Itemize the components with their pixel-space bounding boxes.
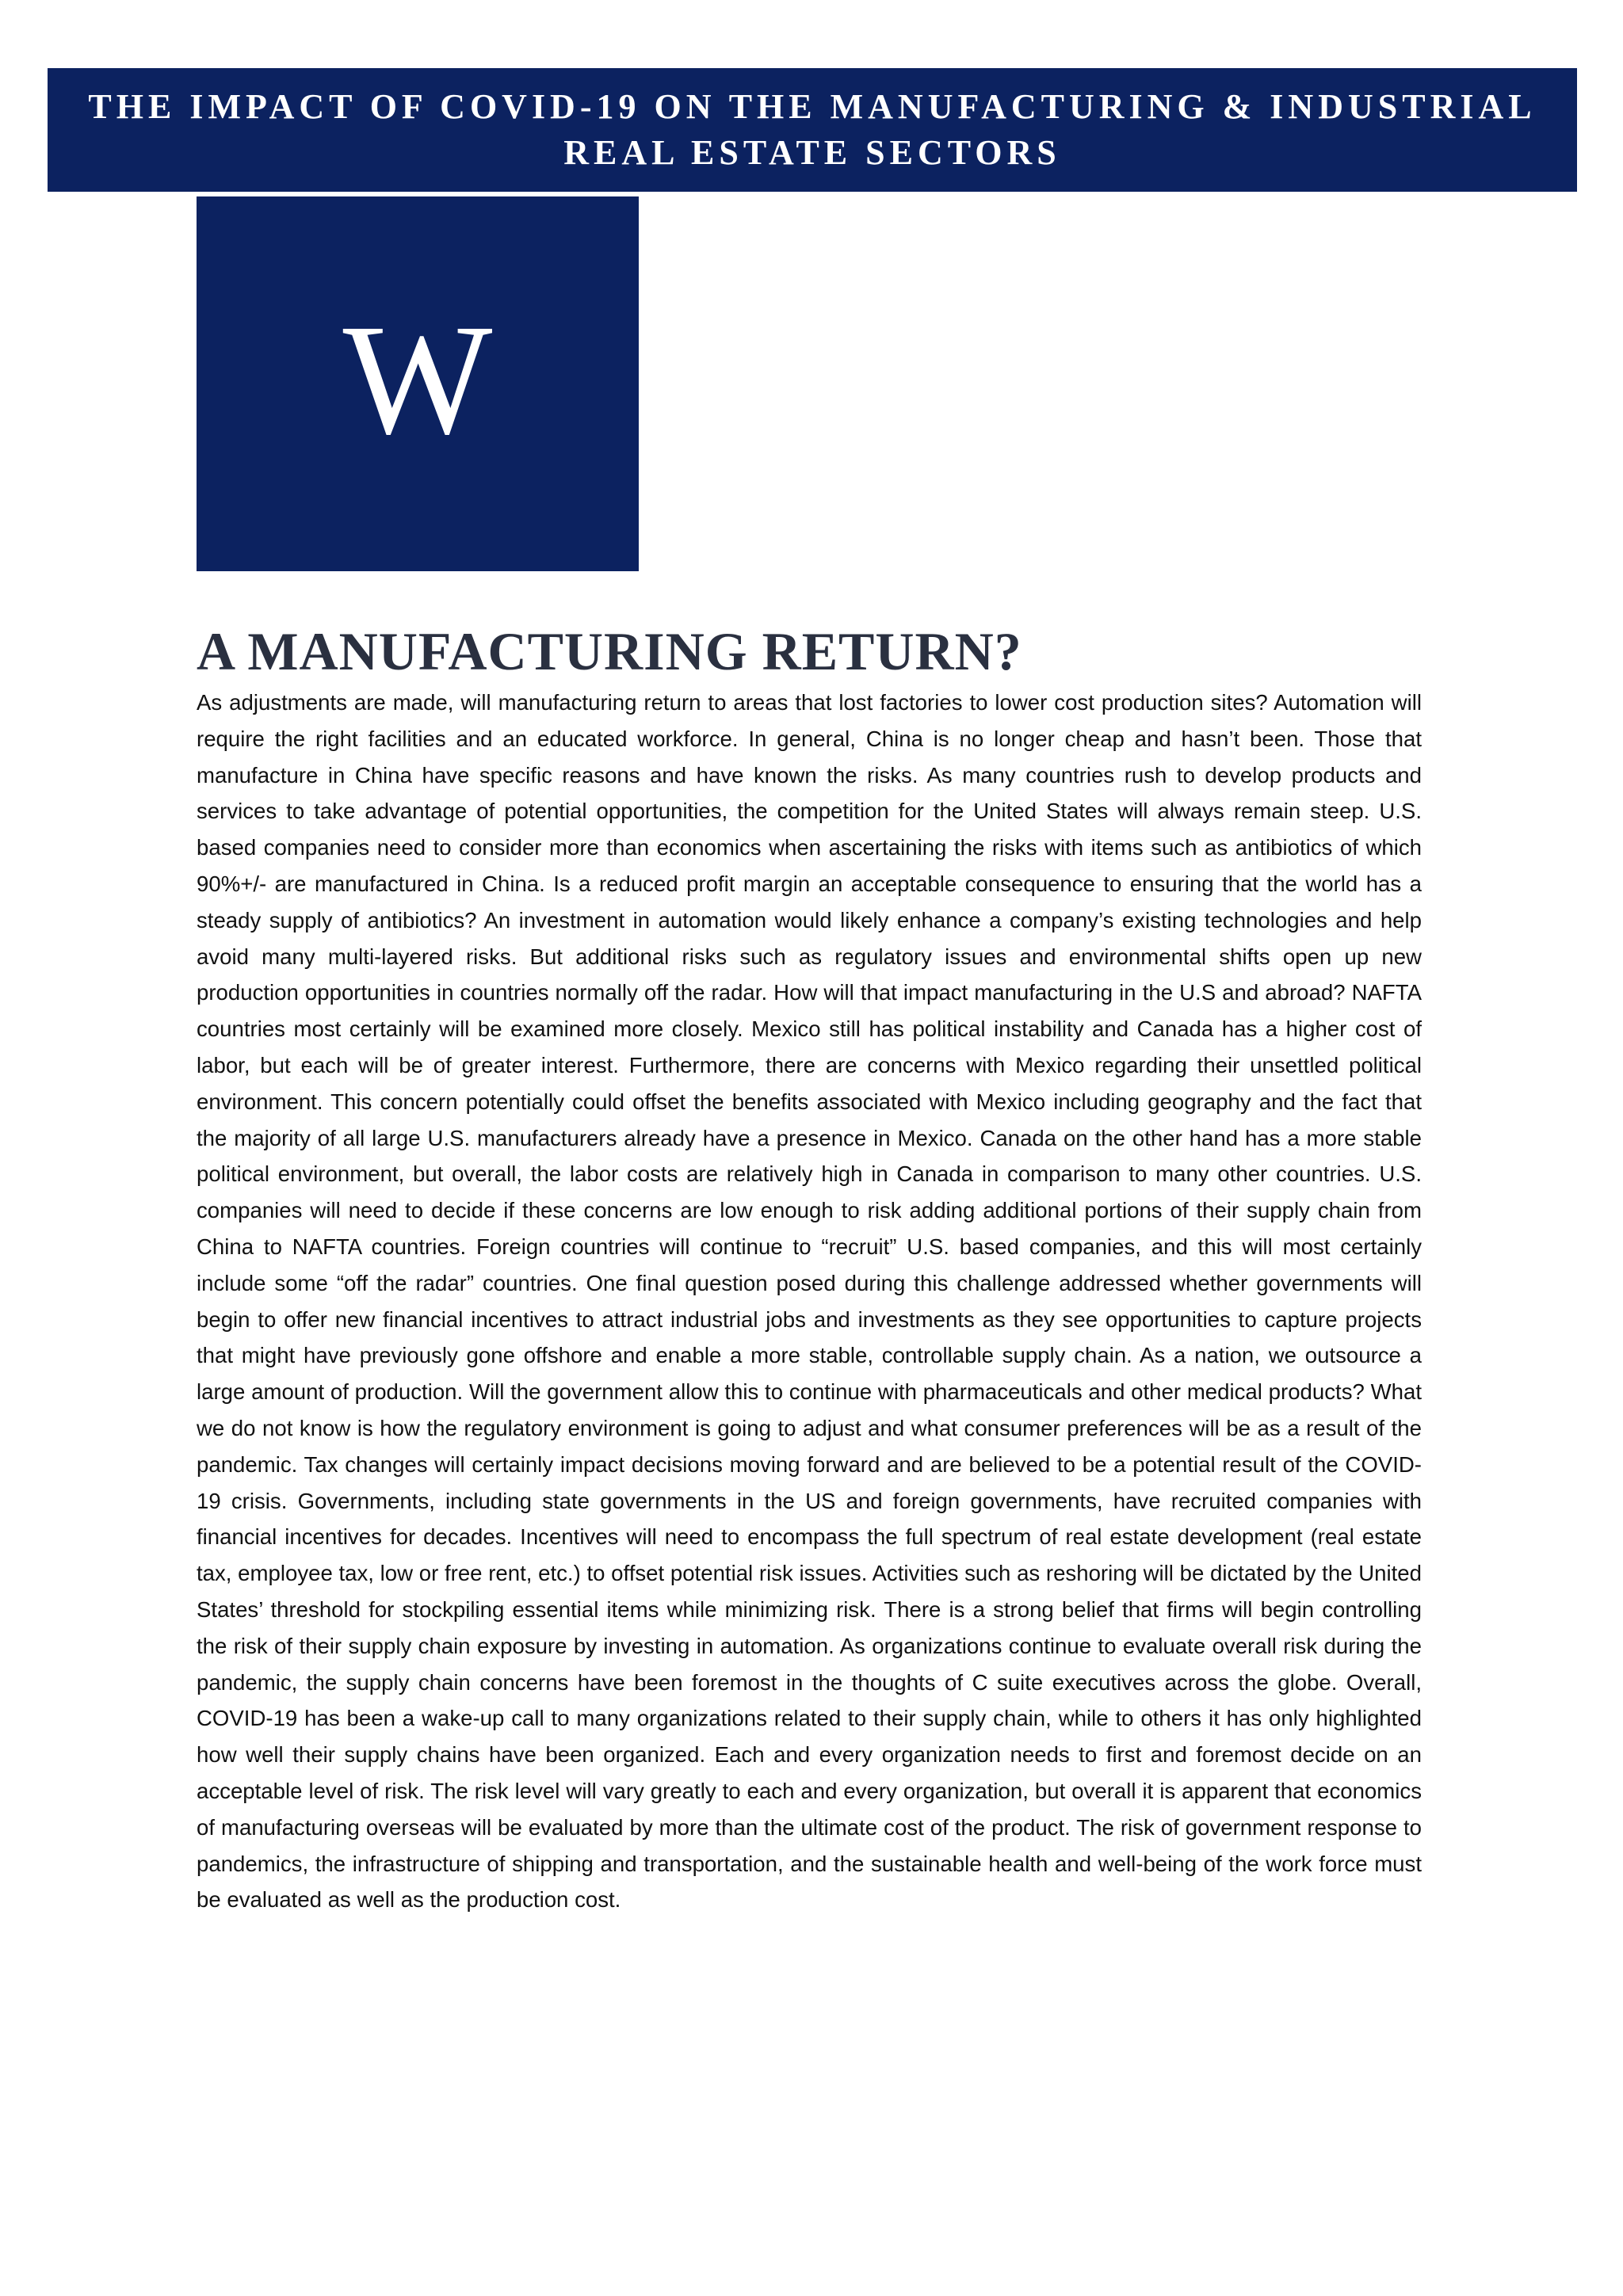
document-title: THE IMPACT OF COVID-19 ON THE MANUFACTURING & INDUSTRIAL REAL ESTATE SECTORS <box>88 87 1537 172</box>
logo-block <box>197 196 639 571</box>
header-banner <box>48 68 1577 192</box>
body-paragraph: As adjustments are made, will manufacturing return to areas that lost factories to lower cost production sites? Automation will require the right facilities and an educated workforce. In general, China is no longer cheap and hasn’t been. Those that manufacture in China have specific reasons and have known the risks. As many countries rush to develop products and services to take advantage of potential opportunities, the competition for the United States will always remain steep. U.S. based companies need to consider more than economics when ascertaining the risks with items such as antibiotics of which 90%+/- are manufactured in China. Is a reduced profit margin an acceptable consequence to ensuring that the world has a steady supply of antibiotics? An investment in automation would likely enhance a company’s existing technologies and help avoid many multi-layered risks. But additional risks such as regulatory issues and environmental shifts open up new production opportunities in countries normally off the radar. How will that impact manufacturing in the U.S and abroad? NAFTA countries most certainly will be examined more closely. Mexico still has political instability and Canada has a higher cost of labor, but each will be of greater interest. Furthermore, there are concerns with Mexico regarding their unsettled political environment. This concern potentially could offset the benefits associated with Mexico including geography and the fact that the majority of all large U.S. manufacturers already have a presence in Mexico. Canada on the other hand has a more stable political environment, but overall, the labor costs are relatively high in Canada in comparison to many other countries. U.S. companies will need to decide if these concerns are low enough to risk adding additional portions of their supply chain from China to NAFTA countries. Foreign countries will continue to “recruit” U.S. based companies, and this will most certainly include some “off the radar” countries. One final question posed during this challenge addressed whether governments will begin to offer new financial incentives to attract industrial jobs and investments as they see opportunities to capture projects that might have previously gone offshore and enable a more stable, controllable supply chain. As a nation, we outsource a large amount of production. Will the government allow this to continue with pharmaceuticals and other medical products? What we do not know is how the regulatory environment is going to adjust and what consumer preferences will be as a result of the pandemic. Tax changes will certainly impact decisions moving forward and are believed to be a potential result of the COVID-19 crisis. Governments, including state governments in the US and foreign governments, have recruited companies with financial incentives for decades. Incentives will need to encompass the full spectrum of real estate development (real estate tax, employee tax, low or free rent, etc.) to offset potential risk issues. Activities such as reshoring will be dictated by the United States’ threshold for stockpiling essential items while minimizing risk. There is a strong belief that firms will begin controlling the risk of their supply chain exposure by investing in automation. As organizations continue to evaluate overall risk during the pandemic, the supply chain concerns have been foremost in the thoughts of C suite executives across the globe. Overall, COVID-19 has been a wake-up call to many organizations related to their supply chain, while to others it has only highlighted how well their supply chains have been organized. Each and every organization needs to first and foremost decide on an acceptable level of risk. The risk level will vary greatly to each and every organization, but overall it is apparent that economics of manufacturing overseas will be evaluated by more than the ultimate cost of the product. The risk of government response to pandemics, the infrastructure of shipping and transportation, and the sustainable health and well-being of the work force must be evaluated as well as the production cost. <box>197 690 1422 1913</box>
section-title: A MANUFACTURING RETURN? <box>197 621 1022 681</box>
logo-letter: W <box>342 292 493 467</box>
